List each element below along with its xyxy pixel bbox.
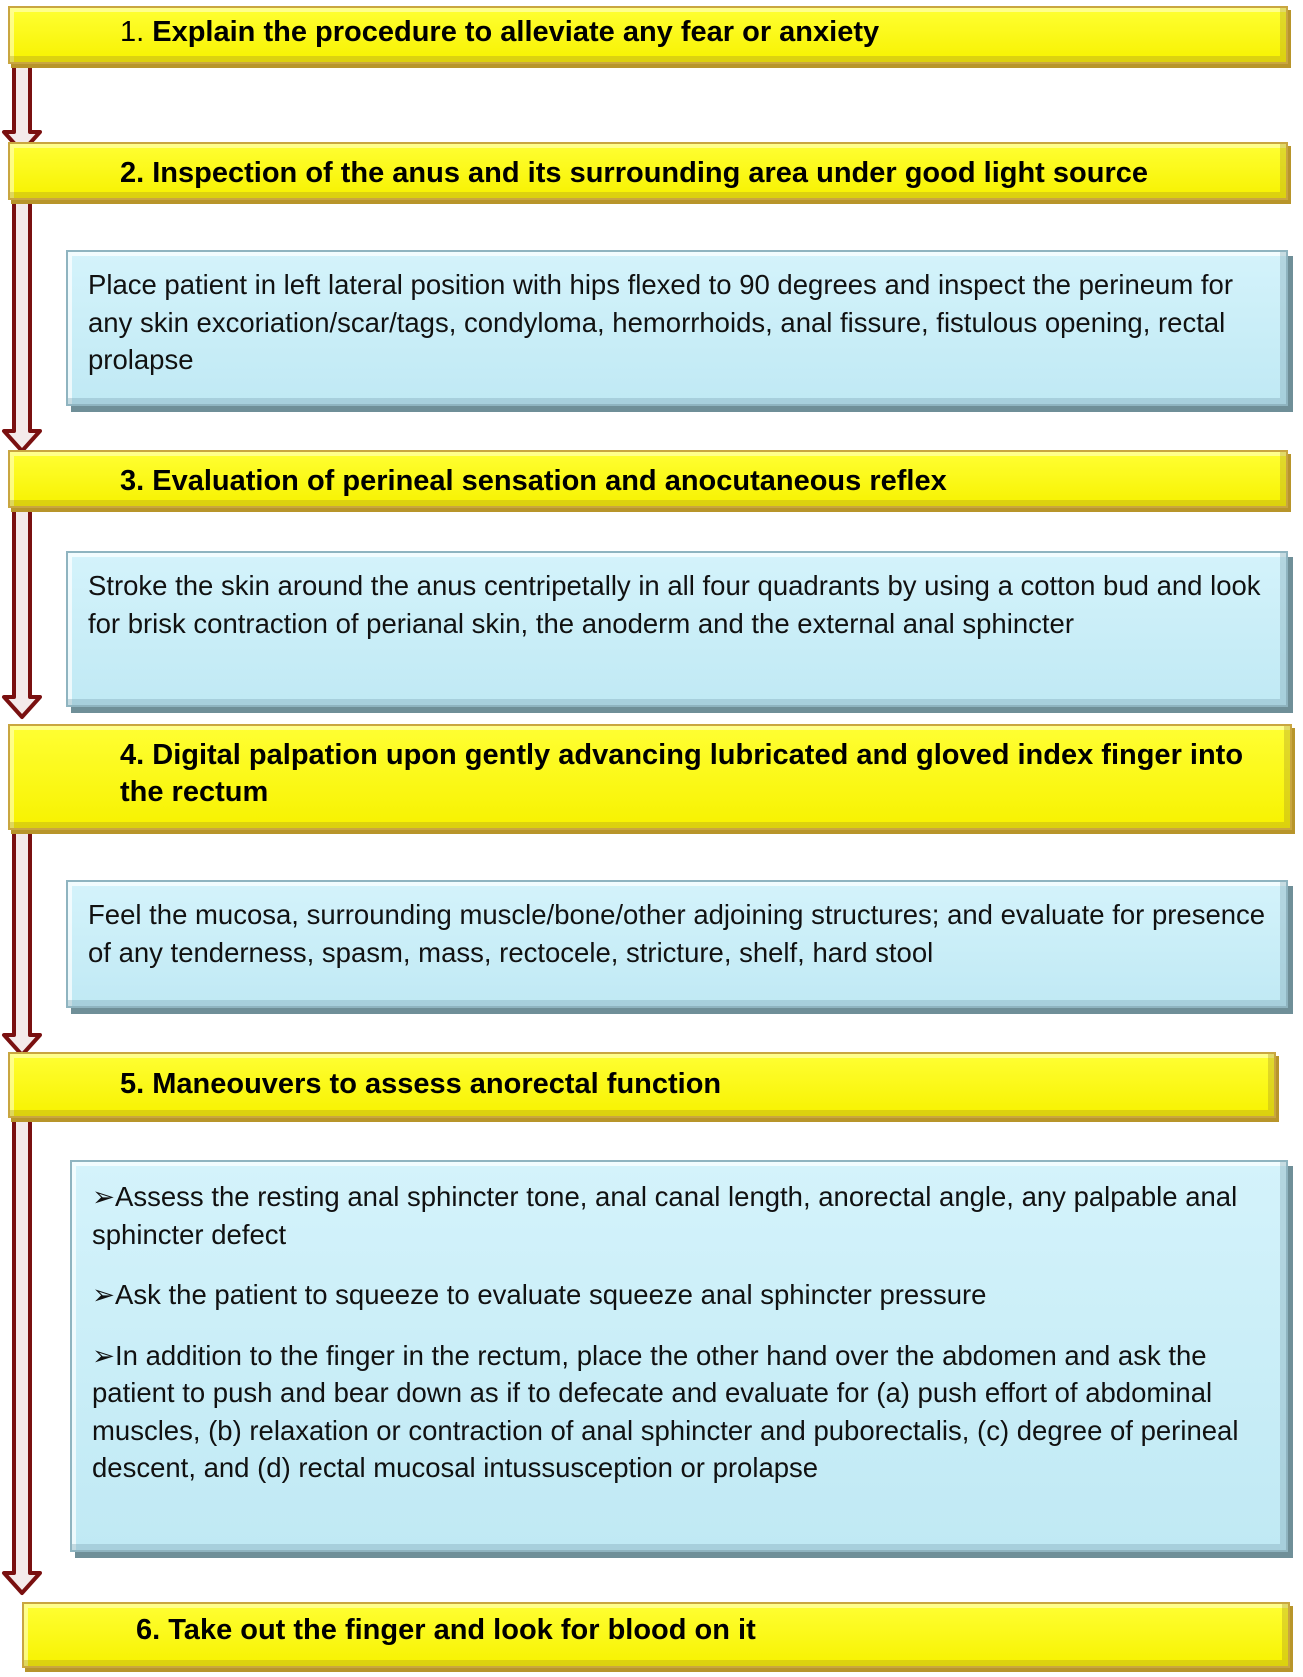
step-5-number: 5. (120, 1068, 145, 1100)
maneuver-item-resting-tone: ➢Assess the resting anal sphincter tone, anal canal length, anorectal angle, any palpable anal sphincter defect (92, 1181, 1238, 1250)
step-1-box (8, 6, 1288, 64)
step-6-box (22, 1602, 1290, 1668)
step-3-number: 3. (120, 465, 145, 497)
step-6-number: 6. (136, 1614, 161, 1646)
palpation-detail-box (66, 880, 1288, 1008)
inspection-detail-box (66, 250, 1288, 406)
step-4-text: Digital palpation upon gently advancing lubricated and gloved index finger into the rectum (120, 739, 1244, 808)
step-2-box (8, 142, 1288, 200)
flow-arrow-5-6 (0, 1117, 44, 1597)
inspection-detail-text: Place patient in left lateral position with hips flexed to 90 degrees and inspect the perineum for any skin excoriation/scar/tags, condyloma, hemorrhoids, anal fissure, fistulous opening, rectal prolapse (88, 269, 1233, 375)
flow-arrow-4-5 (0, 825, 44, 1059)
step-2-number: 2. (120, 157, 145, 189)
flow-arrow-3-4 (0, 487, 44, 721)
maneuver-item-push: ➢In addition to the finger in the rectum, place the other hand over the abdomen and ask the patient to push and bear down as if to defecate and evaluate for (a) push effort of abdominal muscles, (b) relaxation or contraction of anal sphincter and puborectalis, (c) degree of perineal descent, and (d) rectal mucosal intussusception or prolapse (92, 1339, 1239, 1483)
step-1-text: Explain the procedure to alleviate any fear or anxiety (152, 16, 880, 48)
step-4-box (8, 724, 1292, 830)
step-1-number: 1. (120, 16, 145, 48)
step-4-number: 4. (120, 739, 145, 771)
flow-arrow-2-3 (0, 197, 44, 455)
step-2-text: Inspection of the anus and its surrounding area under good light source (152, 157, 1148, 189)
sensation-detail-box (66, 551, 1288, 707)
sensation-detail-text: Stroke the skin around the anus centripetally in all four quadrants by using a cotton bud and look for brisk contraction of perianal skin, the anoderm and the external anal sphincter (88, 570, 1261, 639)
step-3-text: Evaluation of perineal sensation and anocutaneous reflex (152, 465, 947, 497)
step-5-box (8, 1052, 1276, 1118)
step-5-text: Maneouvers to assess anorectal function (152, 1068, 722, 1100)
maneuver-item-squeeze: ➢Ask the patient to squeeze to evaluate squeeze anal sphincter pressure (92, 1279, 987, 1310)
palpation-detail-text: Feel the mucosa, surrounding muscle/bone/other adjoining structures; and evaluate for presence of any tenderness, spasm, mass, rectocele, stricture, shelf, hard stool (88, 899, 1266, 968)
step-6-text: Take out the finger and look for blood on it (168, 1614, 756, 1646)
step-3-box (8, 450, 1288, 508)
maneuvers-detail-box (70, 1160, 1288, 1552)
